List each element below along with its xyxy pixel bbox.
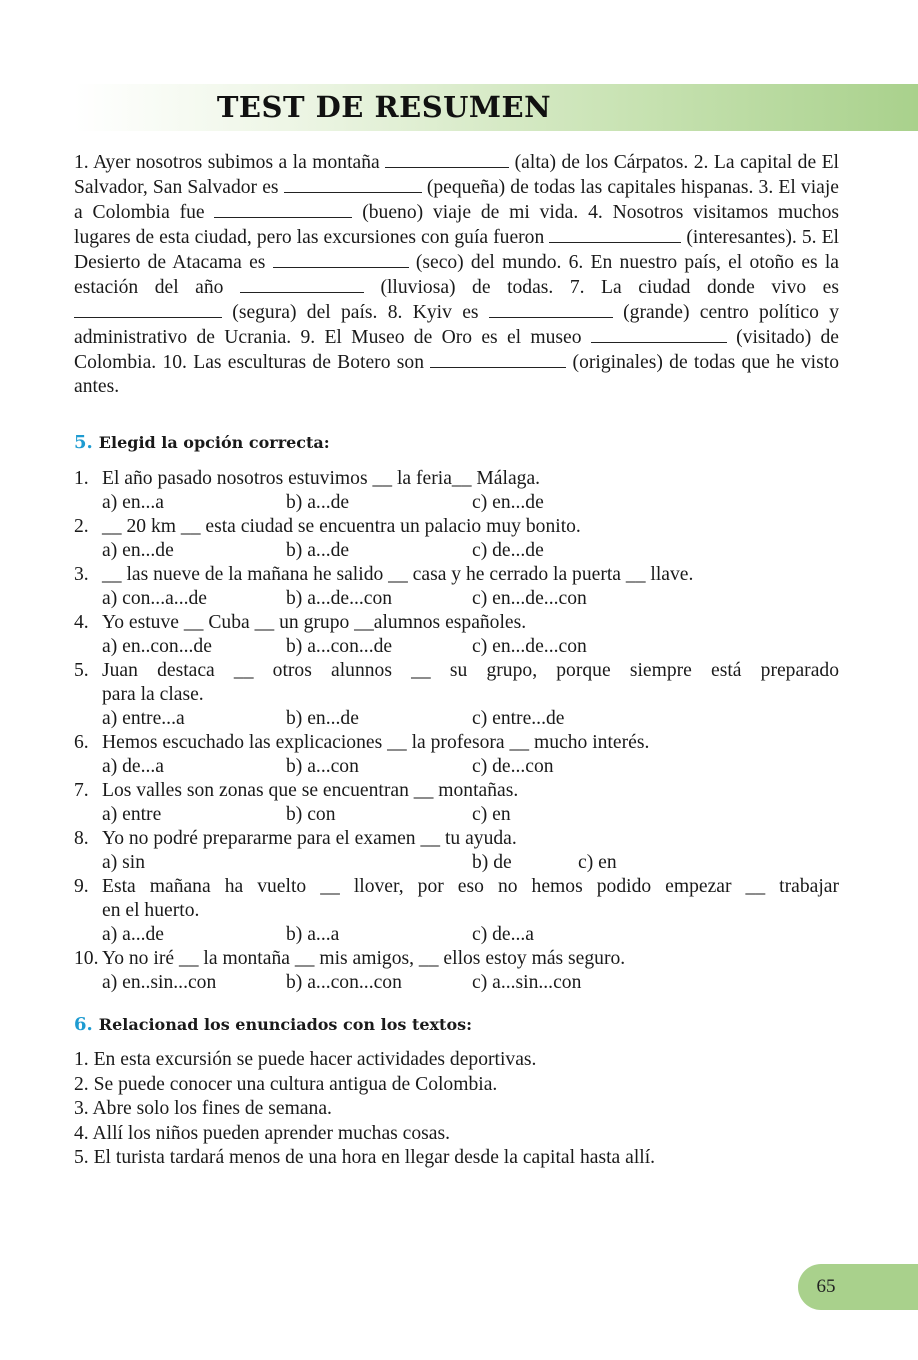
question-number: 5.: [74, 660, 89, 681]
statement-list: [74, 1048, 839, 1171]
answer-blank: [489, 300, 613, 318]
question-number: 7.: [74, 780, 89, 801]
answer-option: a) en...de: [102, 540, 174, 561]
answer-option: b) a...con...de: [286, 636, 393, 657]
option-row: [74, 803, 839, 827]
answer-option: c) en...de...con: [472, 636, 587, 657]
statement-item: 2. Se puede conocer una cultura antigua de Colombia.: [74, 1073, 498, 1095]
question-text: para la clase.: [102, 684, 204, 705]
paragraph-text: (lluviosa) de todas. 7. La ciudad donde vivo es: [363, 277, 839, 298]
option-row: [74, 587, 839, 611]
question-number: 3.: [74, 564, 89, 585]
question-line: [74, 515, 839, 539]
answer-option: b) en...de: [286, 708, 359, 729]
page-title: TEST DE RESUMEN: [216, 90, 552, 124]
page-number: 65: [816, 1276, 836, 1297]
statement-item: 4. Allí los niños pueden aprender muchas cosas.: [74, 1122, 451, 1144]
answer-option: a) con...a...de: [102, 588, 207, 609]
answer-option: c) en: [472, 804, 511, 825]
answer-option: a) a...de: [102, 924, 165, 945]
answer-option: a) en..con...de: [102, 636, 212, 657]
answer-option: c) entre...de: [472, 708, 565, 729]
answer-blank: [591, 325, 727, 343]
question-number: 6.: [74, 732, 89, 753]
paragraph-text: (segura) del país. 8. Kyiv es: [222, 302, 489, 323]
answer-option: b) a...de: [286, 540, 350, 561]
section-6-number: 6.: [74, 1014, 93, 1035]
paragraph-text: (grande) centro político y administrativo de Ucrania. 9. El Museo de Oro es el museo: [74, 302, 839, 348]
question-number: 4.: [74, 612, 89, 633]
paragraph-text: (seco) del mundo. 6. En nuestro país, el otoño es la estación del año: [74, 252, 840, 298]
answer-option: a) de...a: [102, 756, 165, 777]
question-text: Esta mañana ha vuelto __ llover, por eso no hemos podido empezar __ trabajar: [102, 876, 839, 897]
question-line: [74, 659, 839, 683]
question-list: [74, 467, 839, 995]
answer-option: a) entre...a: [102, 708, 185, 729]
paragraph-text: (originales) de todas que he visto antes.: [74, 352, 839, 397]
question-line: [74, 875, 839, 899]
answer-option: c) en...de...con: [472, 588, 587, 609]
question-line: [74, 731, 839, 755]
paragraph-text: (pequeña) de todas las capitales hispanas. 3. El viaje a Colombia fue: [74, 177, 839, 223]
question-number: 10.: [74, 948, 99, 969]
option-row: [74, 539, 839, 563]
answer-blank: [284, 175, 422, 193]
answer-blank: [430, 350, 566, 368]
paragraph-text: (interesantes). 5. El Desierto de Atacama es: [74, 227, 839, 273]
question-line: [74, 467, 839, 491]
paragraph-text: (bueno) viaje de mi vida. 4. Nosotros visitamos muchos lugares de esta ciudad, pero las excursiones con guía fueron: [74, 202, 839, 248]
option-row: [74, 851, 839, 875]
answer-option: c) de...de: [472, 540, 544, 561]
paragraph-text: (visitado) de Colombia. 10. Las esculturas de Botero son: [74, 327, 839, 373]
option-row: [74, 635, 839, 659]
answer-option: c) de...a: [472, 924, 535, 945]
answer-option: a) en..sin...con: [102, 972, 217, 993]
answer-option: c) en: [578, 852, 617, 873]
section-5-title: Elegid la opción correcta:: [98, 433, 330, 452]
question-number: 2.: [74, 516, 89, 537]
answer-option: b) a...de: [286, 492, 350, 513]
question-line: [74, 779, 839, 803]
answer-option: b) con: [286, 804, 336, 825]
option-row: [74, 923, 839, 947]
answer-blank: [385, 150, 509, 168]
answer-option: b) de: [472, 852, 512, 873]
question-text: El año pasado nosotros estuvimos __ la feria__ Málaga.: [102, 468, 541, 489]
question-number: 8.: [74, 828, 89, 849]
answer-blank: [240, 275, 364, 293]
question-line: [74, 683, 839, 707]
section-5-number: 5.: [74, 432, 93, 453]
option-row: [74, 707, 839, 731]
question-text: en el huerto.: [102, 900, 200, 921]
paragraph-text: 1. Ayer nosotros subimos a la montaña: [74, 152, 386, 173]
question-number: 1.: [74, 468, 89, 489]
answer-option: c) en...de: [472, 492, 544, 513]
question-text: Yo no podré prepararme para el examen __ tu ayuda.: [102, 828, 517, 849]
question-line: [74, 611, 839, 635]
question-text: Yo estuve __ Cuba __ un grupo __alumnos españoles.: [102, 612, 527, 633]
option-row: [74, 971, 839, 995]
answer-blank: [273, 250, 409, 268]
question-text: Los valles son zonas que se encuentran __ montañas.: [102, 780, 519, 801]
answer-option: c) de...con: [472, 756, 554, 777]
question-line: [74, 899, 839, 923]
paragraph-text: (alta) de los Cárpatos. 2. La capital de El Salvador, San Salvador es: [74, 152, 840, 198]
question-text: Hemos escuchado las explicaciones __ la profesora __ mucho interés.: [102, 732, 650, 753]
answer-option: b) a...con...con: [286, 972, 402, 993]
answer-blank: [549, 225, 681, 243]
answer-blank: [214, 200, 352, 218]
statement-item: 5. El turista tardará menos de una hora en llegar desde la capital hasta allí.: [74, 1147, 656, 1168]
statement-item: 1. En esta excursión se puede hacer actividades deportivas.: [74, 1049, 537, 1070]
statement-item: 3. Abre solo los fines de semana.: [74, 1098, 332, 1119]
question-text: Juan destaca __ otros alunnos __ su grupo, porque siempre está preparado: [102, 660, 839, 681]
question-line: [74, 947, 839, 971]
section-6-heading: [74, 1014, 472, 1036]
section-5-heading: [74, 432, 330, 454]
question-line: [74, 563, 839, 587]
answer-blank: [74, 300, 222, 318]
question-text: __ las nueve de la mañana he salido __ casa y he cerrado la puerta __ llave.: [102, 564, 694, 585]
answer-option: a) sin: [102, 852, 145, 873]
question-text: Yo no iré __ la montaña __ mis amigos, __ ellos estoy más seguro.: [102, 948, 626, 969]
section-6-title: Relacionad los enunciados con los textos:: [98, 1015, 473, 1034]
question-line: [74, 827, 839, 851]
option-row: [74, 491, 839, 515]
answer-option: c) a...sin...con: [472, 972, 582, 993]
answer-option: a) entre: [102, 804, 162, 825]
question-number: 9.: [74, 876, 89, 897]
answer-option: b) a...con: [286, 756, 359, 777]
question-text: __ 20 km __ esta ciudad se encuentra un palacio muy bonito.: [102, 516, 581, 537]
exercise-paragraph: [74, 150, 839, 399]
option-row: [74, 755, 839, 779]
answer-option: b) a...a: [286, 924, 340, 945]
answer-option: b) a...de...con: [286, 588, 393, 609]
answer-option: a) en...a: [102, 492, 165, 513]
